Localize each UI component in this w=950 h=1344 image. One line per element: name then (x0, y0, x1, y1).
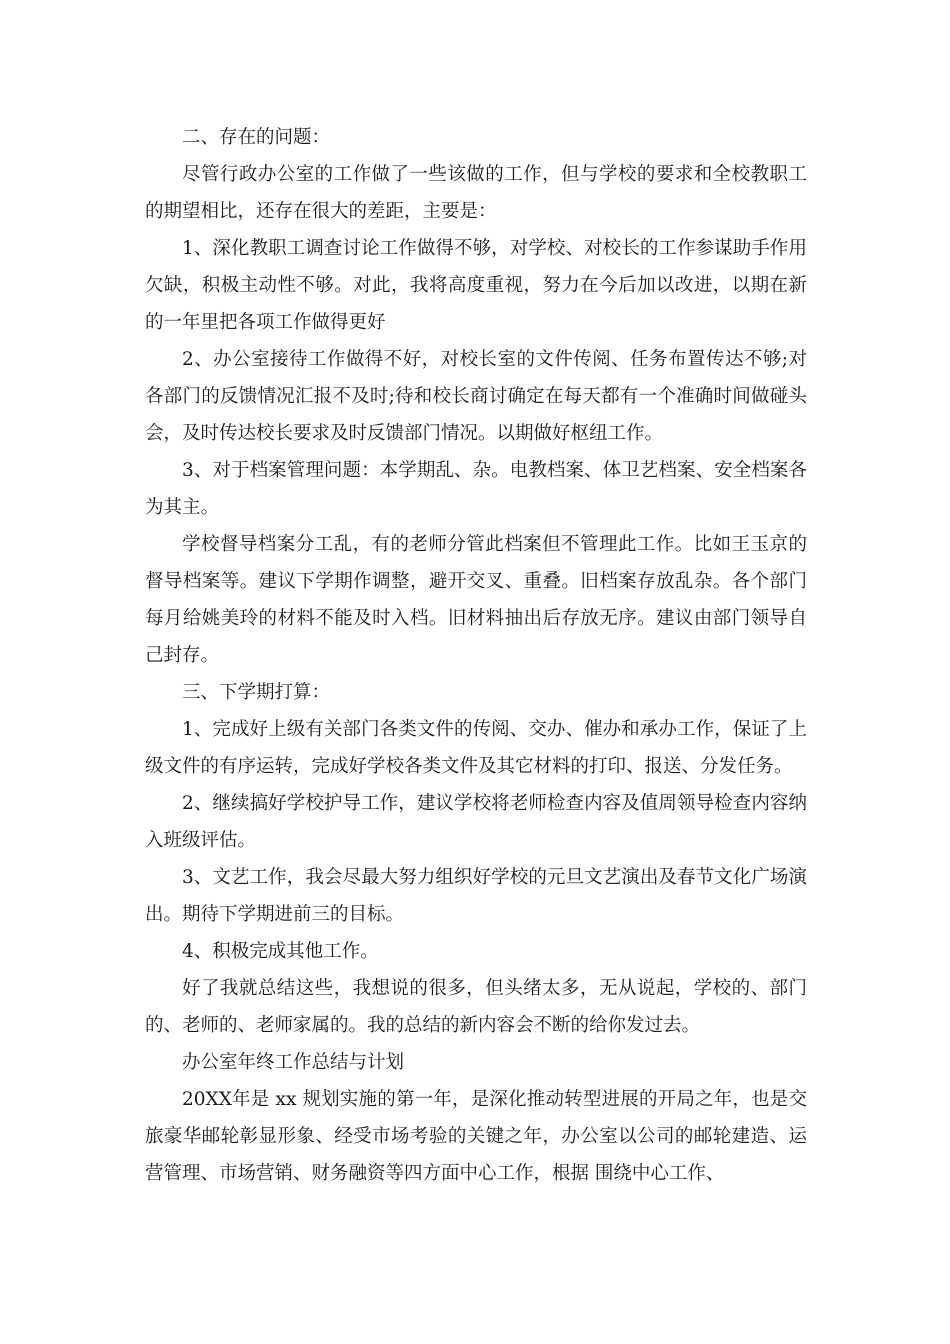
section-heading-plans: 三、下学期打算： (182, 682, 331, 703)
list-item: 4、积极完成其他工作。 (182, 941, 379, 962)
list-item: 2、办公室接待工作做得不好，对校长室的文件传阅、任务布置传达不够;对各部门的反馈情况汇报不及时;待和校长商讨确定在每天都有一个准确时间做碰头会，及时传达校长要求及时反馈部门情况。以期做好枢纽工作。 (145, 349, 807, 444)
paragraph: 20XX年是 xx 规划实施的第一年，是深化推动转型进展的开局之年，也是交旅豪华邮轮彰显形象、经受市场考验的关键之年，办公室以公司的邮轮建造、运营管理、市场营销、财务融资等四方面中心工作，根据 围绕中心工作、 (145, 1089, 807, 1184)
section-heading-problems: 二、存在的问题： (182, 127, 331, 148)
list-item: 1、完成好上级有关部门各类文件的传阅、交办、催办和承办工作，保证了上级文件的有序运转，完成好学校各类文件及其它材料的打印、报送、分发任务。 (145, 719, 807, 777)
paragraph: 尽管行政办公室的工作做了一些该做的工作，但与学校的要求和全校教职工的期望相比，还存在很大的差距，主要是： (145, 164, 807, 222)
section-title: 办公室年终工作总结与计划 (182, 1052, 405, 1073)
document-body (145, 119, 807, 1192)
list-item: 3、对于档案管理问题：本学期乱、杂。电教档案、体卫艺档案、安全档案各为其主。 (145, 460, 807, 518)
paragraph: 学校督导档案分工乱，有的老师分管此档案但不管理此工作。比如王玉京的督导档案等。建议下学期作调整，避开交叉、重叠。旧档案存放乱杂。各个部门每月给姚美玲的材料不能及时入档。旧材料抽出后存放无序。建议由部门领导自己封存。 (145, 534, 807, 666)
paragraph: 好了我就总结这些，我想说的很多，但头绪太多，无从说起，学校的、部门的、老师的、老师家属的。我的总结的新内容会不断的给你发过去。 (145, 978, 807, 1036)
list-item: 3、文艺工作，我会尽最大努力组织好学校的元旦文艺演出及春节文化广场演出。期待下学期进前三的目标。 (145, 867, 807, 925)
list-item: 2、继续搞好学校护导工作，建议学校将老师检查内容及值周领导检查内容纳入班级评估。 (145, 793, 807, 851)
list-item: 1、深化教职工调查讨论工作做得不够，对学校、对校长的工作参谋助手作用欠缺，积极主动性不够。对此，我将高度重视，努力在今后加以改进，以期在新的一年里把各项工作做得更好 (145, 238, 807, 333)
